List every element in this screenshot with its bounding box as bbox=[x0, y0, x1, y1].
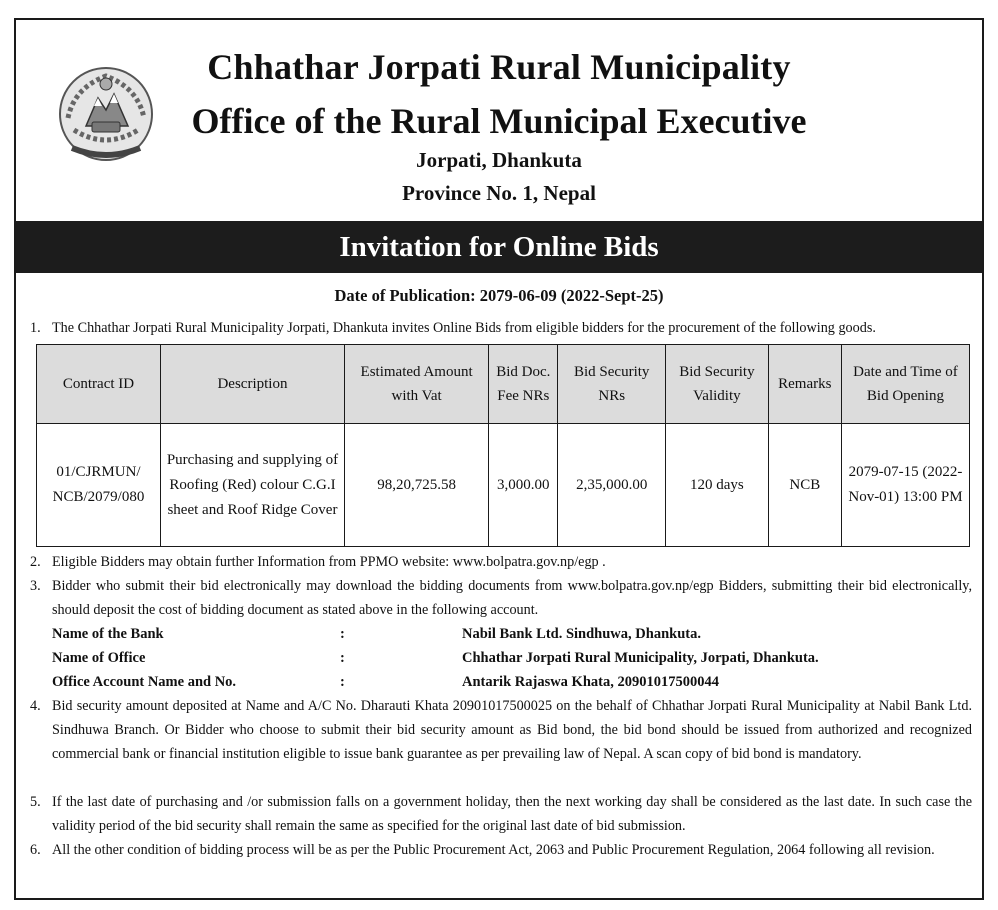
account-label: Name of the Bank bbox=[52, 626, 164, 642]
account-value: Nabil Bank Ltd. Sindhuwa, Dhankuta. bbox=[462, 626, 701, 642]
account-label: Office Account Name and No. bbox=[52, 674, 237, 690]
item-text: The Chhathar Jorpati Rural Municipality Jorpati, Dhankuta invites Online Bids from eligible bidders for the procurement of the following goods. bbox=[52, 320, 876, 336]
item-text: Bidder who submit their bid electronically may download the bidding documents from www.bolpatra.gov.np/egp Bidders, submitting their bid electronically, should deposit the cost of bidding document as stated above in the following account. bbox=[52, 578, 972, 618]
notice-frame bbox=[14, 18, 984, 900]
cell-description: Purchasing and supplying of Roofing (Red) colour C.G.I sheet and Roof Ridge Cover bbox=[160, 424, 344, 547]
item-number: 5. bbox=[30, 794, 41, 810]
item-3 bbox=[30, 574, 972, 622]
header-description: Description bbox=[160, 345, 344, 424]
header-bid-doc-fee: Bid Doc. Fee NRs bbox=[489, 345, 558, 424]
item-number: 1. bbox=[30, 320, 41, 336]
cell-bid-security: 2,35,000.00 bbox=[558, 424, 666, 547]
header-estimated-amount: Estimated Amount with Vat bbox=[344, 345, 488, 424]
account-value: Chhathar Jorpati Rural Municipality, Jorpati, Dhankuta. bbox=[462, 650, 819, 666]
account-label: Name of Office bbox=[52, 650, 146, 666]
item-number: 6. bbox=[30, 842, 41, 858]
header-bid-opening: Date and Time of Bid Opening bbox=[841, 345, 969, 424]
account-separator: : bbox=[340, 650, 345, 666]
cell-estimated-amount: 98,20,725.58 bbox=[344, 424, 488, 547]
item-text: Eligible Bidders may obtain further Information from PPMO website: www.bolpatra.gov.np/egp . bbox=[52, 554, 606, 570]
table-row bbox=[37, 424, 970, 547]
header-bid-security-validity: Bid Security Validity bbox=[666, 345, 769, 424]
cell-remarks: NCB bbox=[768, 424, 841, 547]
cell-bid-security-validity: 120 days bbox=[666, 424, 769, 547]
item-1 bbox=[30, 316, 972, 340]
province-line: Province No. 1, Nepal bbox=[402, 181, 596, 205]
item-5 bbox=[30, 790, 972, 838]
account-value: Antarik Rajaswa Khata, 20901017500044 bbox=[462, 674, 719, 690]
cell-contract-id: 01/CJRMUN/ NCB/2079/080 bbox=[37, 424, 161, 547]
municipality-title: Chhathar Jorpati Rural Municipality bbox=[207, 47, 791, 87]
address-line: Jorpati, Dhankuta bbox=[416, 148, 582, 172]
account-separator: : bbox=[340, 626, 345, 642]
item-4 bbox=[30, 694, 972, 766]
notice-title-band: Invitation for Online Bids bbox=[16, 221, 982, 273]
item-text: All the other condition of bidding process will be as per the Public Procurement Act, 2063 and Public Procurement Regulation, 2064 following all revision. bbox=[52, 842, 935, 858]
table-header-row bbox=[37, 345, 970, 424]
item-text: If the last date of purchasing and /or submission falls on a government holiday, then the next working day shall be considered as the last date. In such case the validity period of the bid security shall remain the same as specified for the original last date of bid submission. bbox=[52, 794, 972, 834]
item-number: 2. bbox=[30, 554, 41, 570]
item-number: 4. bbox=[30, 698, 41, 714]
header-bid-security: Bid Security NRs bbox=[558, 345, 666, 424]
notice-header bbox=[16, 20, 982, 220]
header-remarks: Remarks bbox=[768, 345, 841, 424]
item-2 bbox=[30, 550, 972, 574]
bids-table bbox=[36, 344, 970, 547]
header-contract-id: Contract ID bbox=[37, 345, 161, 424]
account-separator: : bbox=[340, 674, 345, 690]
office-title: Office of the Rural Municipal Executive bbox=[191, 101, 807, 141]
item-text: Bid security amount deposited at Name and A/C No. Dharauti Khata 20901017500025 on the behalf of Chhathar Jorpati Rural Municipality at Nabil Bank Ltd. Sindhuwa Branch. Or Bidder who choose to submit their bid security amount as Bid bond, the bid bond should be issued from authorized and recognized commercial bank or financial institution eligible to issue bank guarantee as per prevailing law of Nepal. A scan copy of bid bond is mandatory. bbox=[52, 698, 972, 762]
cell-bid-opening: 2079-07-15 (2022-Nov-01) 13:00 PM bbox=[841, 424, 969, 547]
item-number: 3. bbox=[30, 578, 41, 594]
item-6 bbox=[30, 838, 972, 862]
cell-bid-doc-fee: 3,000.00 bbox=[489, 424, 558, 547]
publication-date: Date of Publication: 2079-06-09 (2022-Sept-25) bbox=[334, 286, 664, 305]
